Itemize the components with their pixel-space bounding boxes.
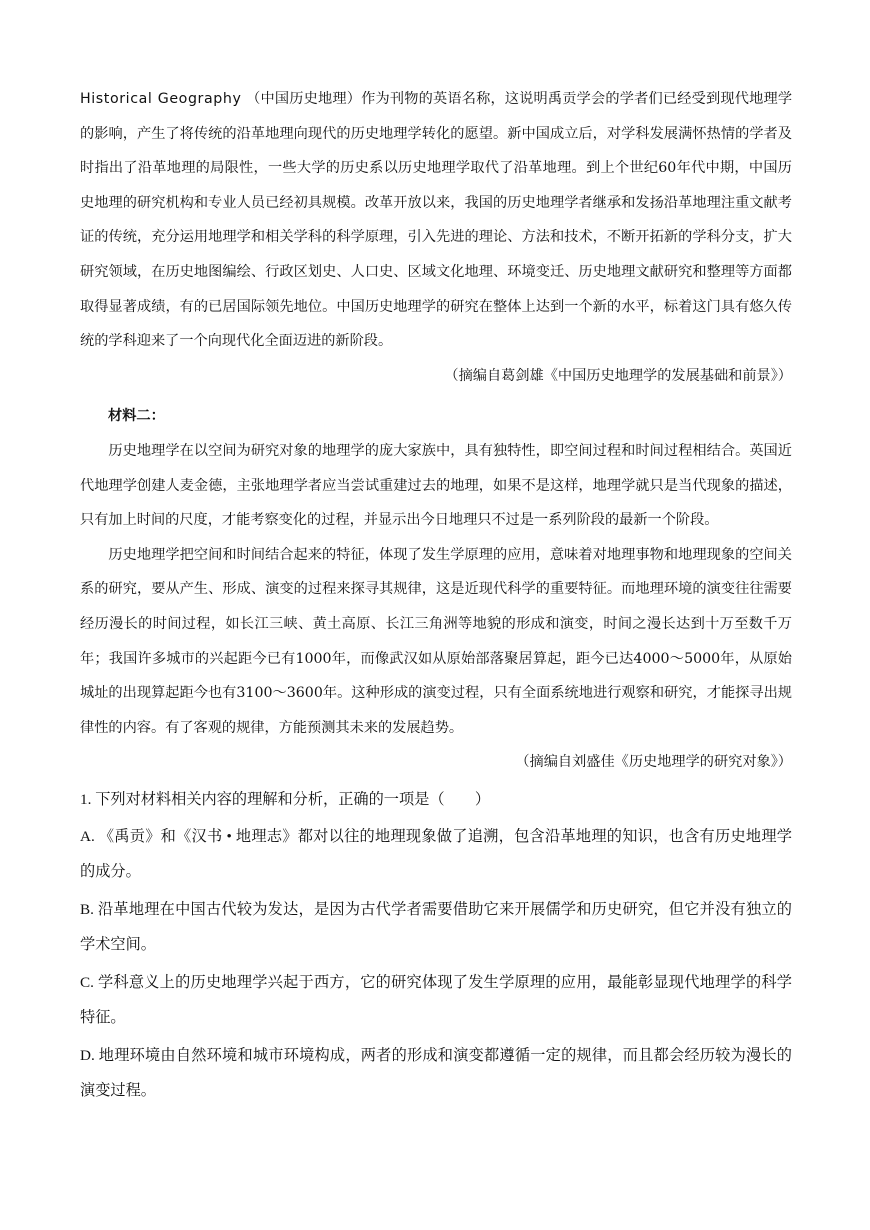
- question-1-stem: 1. 下列对材料相关内容的理解和分析，正确的一项是（ ）: [80, 790, 491, 808]
- material-one-body: （中国历史地理）作为刊物的英语名称，这说明禹贡学会的学者们已经受到现代地理学的影响，产生了将传统的沿革地理向现代的历史地理学转化的愿望。新中国成立后，对学科发展满怀热情的学者及时指出了沿革地理的局限性，一些大学的历史系以历史地理学取代了沿革地理。到上个世纪60年代中期，中国历史地理的研究机构和专业人员已经初具规模。改革开放以来，我国的历史地理学者继承和发扬沿革地理注重文献考证的传统，充分运用地理学和相关学科的科学原理，引入先进的理论、方法和技术，不断开拓新的学科分支，扩大研究领域，在历史地图编绘、行政区划史、人口史、区域文化地理、环境变迁、历史地理文献研究和整理等方面都取得显著成绩，有的已居国际领先地位。中国历史地理学的研究在整体上达到一个新的水平，标着这门具有悠久传统的学科迎来了一个向现代化全面迈进的新阶段。: [80, 91, 793, 350]
- material-two-source: （摘编自刘盛佳《历史地理学的研究对象》）: [515, 754, 792, 771]
- material-one-paragraph: [80, 82, 792, 359]
- material-two-heading: 材料二：: [108, 408, 165, 425]
- question-1-option-a: A. 《禹贡》和《汉书 • 地理志》都对以往的地理现象做了追溯，包含沿革地理的知识，也含有历史地理学的成分。: [80, 827, 792, 881]
- journal-english-name: Historical Geography: [80, 91, 242, 107]
- question-1-option-b: B. 沿革地理在中国古代较为发达，是因为古代学者需要借助它来开展儒学和历史研究，但它并没有独立的学术空间。: [80, 900, 792, 954]
- document-page: [80, 82, 792, 1109]
- question-1-option-c: C. 学科意义上的历史地理学兴起于西方，它的研究体现了发生学原理的应用，最能彰显现代地理学的科学特征。: [80, 973, 792, 1027]
- material-two-paragraph-2: 历史地理学把空间和时间结合起来的特征，体现了发生学原理的应用，意味着对地理事物和地理现象的空间关系的研究，要从产生、形成、演变的过程来探寻其规律，这是近现代科学的重要特征。而地理环境的演变往往需要经历漫长的时间过程，如长江三峡、黄土高原、长江三角洲等地貌的形成和演变，时间之漫长达到十万至数千万年；我国许多城市的兴起距今已有1000年，而像武汉如从原始部落聚居算起，距今已达4000～5000年，从原始城址的出现算起距今也有3100～3600年。这种形成的演变过程，只有全面系统地进行观察和研究，才能探寻出规律性的内容。有了客观的规律，方能预测其未来的发展趋势。: [80, 546, 792, 736]
- question-1-option-d: D. 地理环境由自然环境和城市环境构成，两者的形成和演变都遵循一定的规律，而且都会经历较为漫长的演变过程。: [80, 1046, 792, 1100]
- material-one-source: （摘编自葛剑雄《中国历史地理学的发展基础和前景》）: [444, 367, 792, 384]
- material-two-paragraph-1: 历史地理学在以空间为研究对象的地理学的庞大家族中，具有独特性，即空间过程和时间过程相结合。英国近代地理学创建人麦金德，主张地理学者应当尝试重建过去的地理，如果不是这样，地理学就只是当代现象的描述，只有加上时间的尺度，才能考察变化的过程，并显示出今日地理只不过是一系列阶段的最新一个阶段。: [80, 442, 792, 529]
